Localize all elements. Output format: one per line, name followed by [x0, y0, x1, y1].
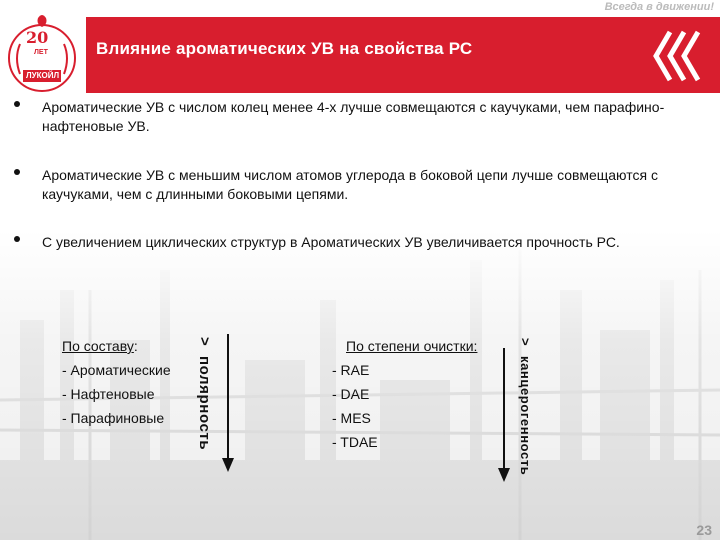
polarity-sign: > [196, 337, 213, 347]
logo-number: 20 [26, 28, 49, 47]
slide-title: Влияние ароматических УВ на свойства РС [96, 39, 473, 58]
composition-heading-row [62, 334, 171, 358]
polarity-label: полярность [196, 356, 213, 451]
purification-item: - DAE [332, 386, 370, 402]
purification-item: - TDAE [332, 434, 378, 450]
composition-item: - Нафтеновые [62, 386, 155, 402]
purification-item: - RAE [332, 362, 370, 378]
composition-heading: По составу [62, 338, 134, 354]
bullet-text: С увеличением циклических структур в Ароматических УВ увеличивается прочность РС. [42, 234, 620, 250]
carcinogenicity-sign: > [518, 338, 533, 347]
purification-heading: По степени очистки: [346, 338, 478, 354]
page-number: 23 [696, 522, 712, 538]
motto-text: Всегда в движении! [604, 1, 714, 13]
composition-block [62, 334, 171, 430]
carcinogenicity-arrow-icon [496, 348, 512, 484]
purification-block [332, 334, 477, 454]
logo-brand: ЛУКОЙЛ [26, 71, 60, 80]
purification-item: - MES [332, 410, 371, 426]
bullet-dot-icon [14, 236, 20, 242]
composition-heading-colon: : [133, 338, 138, 354]
polarity-arrow-icon [220, 334, 236, 474]
bullet-dot-icon [14, 169, 20, 175]
bullet-text: Ароматические УВ с числом колец менее 4-х лучше совмещаются с каучуками, чем парафино-нафтеновые УВ. [42, 99, 665, 134]
bullet-text: Ароматические УВ с меньшим числом атомов углерода в боковой цепи лучше совмещаются с каучуками, чем с длинными боковыми цепями. [42, 167, 658, 202]
carcinogenicity-label: канцерогенность [518, 356, 533, 476]
logo-years: ЛЕТ [34, 49, 48, 56]
brand-chevrons-icon [650, 28, 706, 84]
composition-item: - Ароматические [62, 362, 171, 378]
bullet-dot-icon [14, 101, 20, 107]
composition-item: - Парафиновые [62, 410, 165, 426]
